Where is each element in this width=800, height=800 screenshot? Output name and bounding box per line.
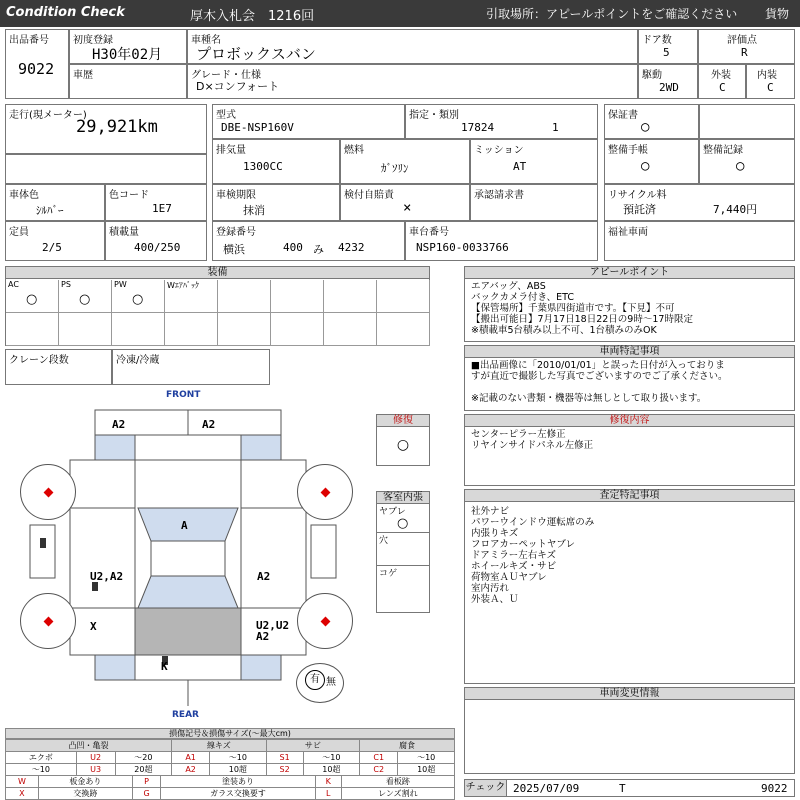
- legend-cell: 塗装あり: [161, 776, 315, 788]
- legend-cell: S1: [266, 752, 303, 764]
- legend-cell: ～20: [115, 752, 172, 764]
- legend-cell: K: [315, 776, 341, 788]
- drive-box: [638, 64, 698, 99]
- maintenance-book-label: 整備手帳: [608, 145, 648, 156]
- maintenance-record-value: ○: [736, 158, 745, 174]
- appeal-text: エアバッグ、ABS バックカメラ付き、ETC 【保管場所】千葉県四街道市です。【下見】不可 【搬出可能日】7月17日18日22日の9時～17時限定 ※積載車5台積み以上不可、1台積みのみOK: [471, 281, 693, 336]
- legend-cell: C2: [360, 764, 398, 776]
- mileage-extra-box: [5, 154, 207, 184]
- fuel-box: [340, 139, 470, 184]
- legend-group: 腐食: [360, 740, 455, 752]
- designation-box: [405, 104, 598, 139]
- doors-label: ドア数: [642, 35, 672, 46]
- color-value: ｼﾙﾊﾞｰ: [36, 204, 64, 217]
- exterior-box: [698, 64, 746, 99]
- displacement-value: 1300CC: [243, 160, 283, 173]
- cabin-item-label: ヤブレ: [379, 507, 406, 517]
- header-bar: [0, 0, 800, 27]
- equipment-cell: [218, 280, 271, 313]
- damage-right-rear-2: A2: [256, 630, 270, 643]
- front-right-light: [241, 435, 281, 460]
- legend: [5, 728, 455, 798]
- interior-value: C: [767, 81, 774, 94]
- equipment-cell: [59, 280, 112, 313]
- damage-right-rear-1: U2,U2: [256, 619, 290, 632]
- displacement-label: 排気量: [216, 145, 246, 156]
- legend-cell: 看板跡: [341, 776, 454, 788]
- cabin-item-label: コゲ: [379, 569, 398, 579]
- color-box: [5, 184, 105, 221]
- equipment-cell: [59, 313, 112, 346]
- warranty-label: 保証書: [608, 110, 638, 121]
- special-text: ■出品画像に「2010/01/01」と誤った日付が入っておりま すが直近で撮影した写真でございますのでご了承ください。 ※記載のない書類・機器等は無しとして取り扱います。: [471, 360, 728, 404]
- load-value: 400/250: [134, 241, 181, 254]
- inspection-label: 車検期限: [216, 190, 256, 201]
- inspection-notes-text: 社外ナビ パワーウインドウ運転席のみ 内張りキズ フロアカーペットヤブレ ドアミラー左右キズ ホイールキズ・サビ 荷物室ＡＵヤブレ 室内汚れ 外装Ａ、Ｕ: [471, 506, 595, 605]
- rear-right-light: [241, 655, 281, 680]
- maintenance-book-box: [604, 139, 699, 184]
- legend-group: サビ: [266, 740, 360, 752]
- interior-label: 内装: [757, 70, 777, 81]
- legend-cell: エクボ: [6, 752, 77, 764]
- legend-cell: W: [6, 776, 39, 788]
- roof-panel: [151, 541, 225, 576]
- legend-cell: レンズ割れ: [341, 788, 454, 800]
- cabin-box: [376, 491, 430, 613]
- self-check-value: ×: [403, 200, 412, 216]
- crane-box: [5, 349, 112, 385]
- fuel-value: ｶﾞｿﾘﾝ: [381, 162, 409, 175]
- transmission-value: AT: [513, 160, 527, 173]
- left-side-panel: [30, 525, 55, 578]
- check-inspector: T: [619, 782, 626, 795]
- legend-cell: ～10: [303, 752, 360, 764]
- grade-box: [187, 64, 638, 99]
- fuel-label: 燃料: [344, 145, 364, 156]
- transmission-box: [470, 139, 598, 184]
- crane-label: クレーン段数: [9, 355, 69, 366]
- capacity-label: 定員: [9, 227, 29, 238]
- equipment-label: Wｴｱﾊﾞｯｸ: [167, 281, 199, 290]
- legend-cell: S2: [266, 764, 303, 776]
- check-label: チェック: [465, 780, 507, 796]
- equipment-mark: ○: [26, 292, 38, 307]
- freezer-box: [112, 349, 270, 385]
- designation-label: 指定・類別: [409, 110, 459, 121]
- equipment-cell: [6, 280, 59, 313]
- capacity-box: [5, 221, 105, 261]
- equipment-mark: ○: [79, 292, 91, 307]
- exterior-value: C: [719, 81, 726, 94]
- approval-box: [470, 184, 598, 221]
- inspection-notes-panel: [464, 489, 795, 684]
- plate-kana: み: [313, 243, 324, 256]
- equipment-cell: [324, 313, 377, 346]
- legend-table: [5, 739, 455, 776]
- repair-box-mark: ○: [396, 437, 410, 453]
- appeal-title: アピールポイント: [465, 267, 794, 279]
- damage-front-left: A2: [112, 418, 126, 431]
- wheel-rear-left: [20, 593, 76, 649]
- welfare-label: 福祉車両: [608, 227, 648, 238]
- lot-box: [5, 29, 69, 99]
- score-value: R: [741, 46, 748, 59]
- repair-history-title: 修復内容: [465, 415, 794, 427]
- warranty-value: ○: [641, 119, 650, 135]
- cabin-item-tear: [377, 504, 429, 533]
- car-name-label: 車種名: [191, 35, 221, 46]
- score-label: 評価点: [727, 35, 757, 46]
- cabin-item-label: 穴: [379, 536, 389, 546]
- chassis-value: NSP160-0033766: [416, 241, 509, 254]
- recycle-box: [604, 184, 795, 221]
- legend-cell: U3: [76, 764, 115, 776]
- equipment-panel: [5, 266, 430, 346]
- equipment-cell: [377, 313, 430, 346]
- plate-city: 横浜: [223, 243, 245, 256]
- color-code-label: 色コード: [109, 190, 149, 201]
- changes-panel: [464, 687, 795, 774]
- auction-name: 厚木入札会 1216回: [190, 9, 315, 24]
- legend-cell: A1: [172, 752, 210, 764]
- mileage-value: 29,921km: [76, 117, 158, 137]
- special-panel: [464, 345, 795, 411]
- equipment-cell: [165, 280, 218, 313]
- lot-number: 9022: [18, 60, 55, 78]
- inspection-notes-title: 査定特記事項: [465, 490, 794, 502]
- equipment-cell: [165, 313, 218, 346]
- grade-value: D×コンフォート: [196, 80, 280, 93]
- equipment-cell: [324, 280, 377, 313]
- drive-label: 駆動: [642, 70, 662, 81]
- plate-num2: 4232: [338, 241, 365, 254]
- inspection-value: 抹消: [243, 204, 265, 217]
- model-box: [212, 104, 405, 139]
- transmission-label: ミッション: [474, 145, 524, 156]
- cabin-item-mark: ○: [397, 516, 409, 531]
- legend-cell: A2: [172, 764, 210, 776]
- color-label: 車体色: [9, 190, 39, 201]
- damage-right-door: A2: [257, 570, 271, 583]
- equipment-cell: [6, 313, 59, 346]
- mileage-box: [5, 104, 207, 154]
- history-label: 車歴: [73, 70, 93, 81]
- color-code-box: [105, 184, 207, 221]
- check-date: 2025/07/09: [513, 782, 580, 795]
- repair-history-panel: [464, 414, 795, 486]
- spare-tire-circle: [296, 663, 344, 703]
- self-check-label: 検付自賠責: [344, 190, 394, 201]
- mileage-label: 走行(現メーター): [9, 110, 87, 121]
- legend-table-2: [5, 775, 455, 800]
- grade-label: グレード・仕様: [191, 70, 261, 81]
- right-side-panel: [311, 525, 336, 578]
- car-name-value: プロボックスバン: [196, 45, 316, 63]
- first-reg-value: H30年02月: [92, 47, 163, 63]
- damage-windshield: A: [181, 519, 188, 532]
- rear-cargo-area: [135, 608, 241, 655]
- legend-group: 凸凹・亀裂: [6, 740, 172, 752]
- equipment-title: 装備: [6, 267, 429, 279]
- front-label: FRONT: [166, 390, 201, 400]
- recycle-label: リサイクル料: [608, 190, 667, 201]
- plate-label: 登録番号: [216, 227, 256, 238]
- self-check-box: [340, 184, 470, 221]
- damage-left-rear: X: [90, 620, 97, 633]
- legend-cell: ガラス交換要す: [161, 788, 315, 800]
- legend-cell: U2: [76, 752, 115, 764]
- wheel-front-left: [20, 464, 76, 520]
- load-box: [105, 221, 207, 261]
- legend-cell: 10超: [398, 764, 455, 776]
- equipment-mark: ○: [132, 292, 144, 307]
- pickup-note: 引取場所：アピールポイントをご確認ください: [486, 7, 738, 21]
- legend-cell: 10超: [303, 764, 360, 776]
- cabin-item-hole: [377, 533, 429, 566]
- model-value: DBE-NSP160V: [221, 121, 294, 134]
- doors-box: [638, 29, 698, 64]
- designation-v1: 17824: [461, 121, 495, 134]
- legend-title: 損傷記号＆損傷サイズ(～最大cm): [5, 728, 455, 739]
- car-diagram: [0, 388, 375, 723]
- first-reg-label: 初度登録: [73, 35, 113, 46]
- lot-label: 出品番号: [9, 35, 49, 46]
- appeal-panel: [464, 266, 795, 342]
- wheel-rear-right: [297, 593, 353, 649]
- interior-box: [746, 64, 795, 99]
- equipment-cell: [271, 313, 324, 346]
- equipment-label: PW: [114, 280, 127, 289]
- chassis-label: 車台番号: [409, 227, 449, 238]
- maintenance-book-value: ○: [641, 158, 650, 174]
- inspection-box: [212, 184, 340, 221]
- legend-cell: 交換跡: [38, 788, 132, 800]
- repair-box-label: 修復: [377, 415, 429, 427]
- check-bar: [464, 779, 795, 797]
- model-label: 型式: [216, 110, 236, 121]
- first-reg-box: [69, 29, 187, 64]
- car-name-box: [187, 29, 638, 64]
- freezer-label: 冷凍/冷蔵: [116, 355, 160, 366]
- legend-cell: 20超: [115, 764, 172, 776]
- drive-value: 2WD: [659, 81, 679, 94]
- plate-num1: 400: [283, 241, 303, 254]
- doors-value: 5: [663, 46, 670, 59]
- cabin-label: 客室内張: [377, 492, 429, 504]
- equipment-label: AC: [8, 280, 19, 289]
- damage-left-door: U2,A2: [90, 570, 124, 583]
- legend-cell: L: [315, 788, 341, 800]
- legend-cell: ～10: [398, 752, 455, 764]
- damage-rear-gate: K: [161, 660, 168, 673]
- equipment-label: PS: [61, 280, 71, 289]
- check-number: 9022: [761, 782, 788, 795]
- maintenance-record-label: 整備記録: [703, 145, 743, 156]
- color-code-value: 1E7: [152, 202, 172, 215]
- wheel-front-right: [297, 464, 353, 520]
- rear-left-light: [95, 655, 135, 680]
- recycle-status: 預託済: [623, 203, 656, 216]
- load-label: 積載量: [109, 227, 139, 238]
- warranty-box: [604, 104, 699, 139]
- equipment-cell: [112, 313, 165, 346]
- legend-cell: 10超: [210, 764, 267, 776]
- cabin-item-burn: [377, 566, 429, 596]
- special-title: 車両特記事項: [465, 346, 794, 358]
- spare-tire-yes: 有: [305, 670, 325, 690]
- spare-tire-none: 無: [326, 677, 336, 688]
- legend-group: 線キズ: [172, 740, 266, 752]
- equipment-cell: [112, 280, 165, 313]
- warranty-extra-box: [699, 104, 795, 139]
- front-left-light: [95, 435, 135, 460]
- repair-box: [376, 414, 430, 466]
- welfare-box: [604, 221, 795, 261]
- history-box: [69, 64, 187, 99]
- plate-box: [212, 221, 405, 261]
- chassis-box: [405, 221, 598, 261]
- legend-cell: 板金あり: [38, 776, 132, 788]
- approval-label: 承認請求書: [474, 190, 524, 201]
- equipment-cell: [218, 313, 271, 346]
- legend-cell: ～10: [6, 764, 77, 776]
- changes-title: 車両変更情報: [465, 688, 794, 700]
- legend-cell: P: [132, 776, 160, 788]
- legend-cell: X: [6, 788, 39, 800]
- capacity-value: 2/5: [42, 241, 62, 254]
- legend-cell: ～10: [210, 752, 267, 764]
- repair-history-text: センターピラー左修正 リヤインサイドパネル左修正: [471, 429, 594, 451]
- category: 貨物: [765, 7, 790, 21]
- recycle-amount: 7,440円: [713, 203, 758, 216]
- equipment-cell: [271, 280, 324, 313]
- designation-v2: 1: [552, 121, 559, 134]
- equipment-cell: [377, 280, 430, 313]
- legend-cell: G: [132, 788, 160, 800]
- damage-front-right: A2: [202, 418, 216, 431]
- displacement-box: [212, 139, 340, 184]
- windshield: [138, 508, 238, 541]
- rear-window: [138, 576, 238, 608]
- header-title: Condition Check: [6, 5, 125, 20]
- exterior-label: 外装: [711, 70, 731, 81]
- score-box: [698, 29, 795, 64]
- legend-cell: C1: [360, 752, 398, 764]
- rear-label: REAR: [172, 710, 199, 720]
- maintenance-record-box: [699, 139, 795, 184]
